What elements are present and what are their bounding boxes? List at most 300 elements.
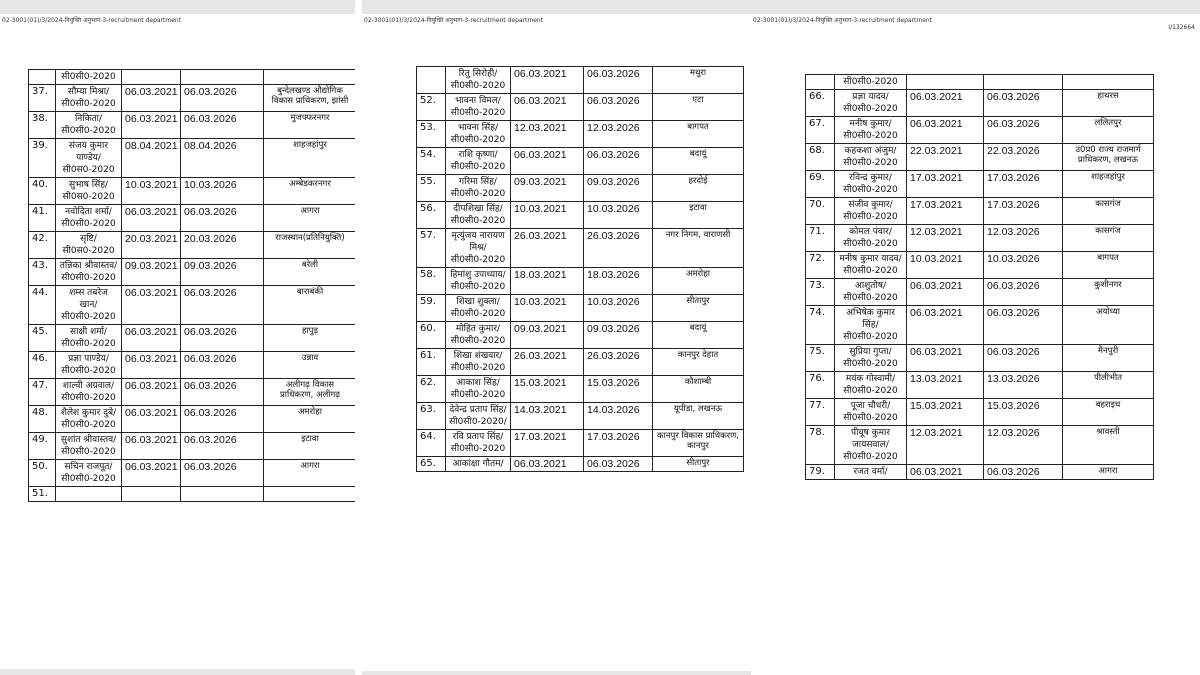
place-line: एटा [692,95,704,105]
name-line: सृष्टि/ [80,234,97,244]
table-row [29,139,356,178]
file-reference: 02-3001(01)/3/2024-नियुक्ति अनुभाग-3-recruitment department [2,17,182,24]
table-row [29,487,356,502]
probation-end-date-cell: 18.03.2026 [584,268,653,295]
table-row [29,325,356,352]
place-line: अम्बेडकरनगर [289,179,331,189]
posting-place-cell [653,175,744,202]
name-cell [56,352,122,379]
place-line: बागपत [1097,253,1119,263]
document-page-1 [0,0,355,675]
serial-number-cell: 41. [29,205,56,232]
page-footer-bar [0,669,355,675]
probation-end-date-cell: 06.03.2026 [584,457,653,472]
name-cell [56,85,122,112]
place-line: कानपुर विकास प्राधिकरण, [657,431,739,441]
serial-number-cell: 69. [806,171,835,198]
joining-date-cell [122,487,181,502]
name-line: सी0सी0-2020 [450,363,506,373]
place-line: इटावा [689,203,707,213]
table-row [29,112,356,139]
name-line: संजीव कुमार/ [848,200,893,210]
table-row [417,349,744,376]
posting-place-cell [264,85,356,112]
name-line: सी0सी0-2020 [450,216,506,226]
name-line: सी0सी0-2020 [61,447,116,457]
name-line: सुशांत श्रीवास्तव/ [60,435,117,445]
name-line: सी0सी0-2020 [843,104,898,114]
serial-number-cell: 58. [417,268,446,295]
name-cell [446,295,511,322]
name-line: सी0सी0-2020 [843,332,898,342]
probation-end-date-cell: 17.03.2026 [584,430,653,457]
posting-place-cell [264,259,356,286]
serial-number-cell: 54. [417,148,446,175]
name-line: सी0सी0-2020 [843,266,898,276]
name-line: तन्निका श्रीवास्तव/ [59,261,118,271]
name-line: सी0सी0-2020 [450,108,506,118]
probation-end-date-cell: 08.04.2026 [181,139,264,178]
posting-place-cell [653,67,744,94]
name-cell [56,487,122,502]
serial-number-cell: 55. [417,175,446,202]
joining-date-cell: 06.03.2021 [122,325,181,352]
probation-end-date-cell: 06.03.2026 [984,117,1063,144]
name-line: भावना सिंह/ [457,123,499,133]
joining-date-cell: 06.03.2021 [122,85,181,112]
name-line: आशुतोष/ [854,281,886,291]
probation-end-date-cell: 15.03.2026 [584,376,653,403]
name-line: सी0सी0-2020 [843,185,898,195]
joining-date-cell: 26.03.2021 [511,349,584,376]
table-row [417,295,744,322]
name-cell [446,148,511,175]
joining-date-cell: 20.03.2021 [122,232,181,259]
name-cell [835,75,907,90]
name-cell [56,70,122,85]
place-line: बहराइच [1095,400,1121,410]
place-line: हाथरस [1097,91,1119,101]
posting-place-cell [264,487,356,502]
posting-place-cell [1063,225,1154,252]
place-line: विकास प्राधिकरण, झांसी [271,96,349,106]
joining-date-cell: 06.03.2021 [511,94,584,121]
serial-number-cell: 57. [417,229,446,268]
place-line: अमरोहा [298,407,322,417]
joining-date-cell: 06.03.2021 [907,279,984,306]
joining-date-cell: 09.03.2021 [122,259,181,286]
place-line: अमरोहा [686,269,710,279]
serial-number-cell: 59. [417,295,446,322]
serial-number-cell: 61. [417,349,446,376]
name-cell [835,90,907,117]
table-row [29,178,356,205]
joining-date-cell: 17.03.2021 [907,198,984,225]
serial-number-cell: 77. [806,399,835,426]
posting-place-cell [1063,279,1154,306]
probation-end-date-cell: 06.03.2026 [984,90,1063,117]
table-row [417,121,744,148]
posting-place-cell [653,430,744,457]
posting-place-cell [653,457,744,472]
appointment-table [28,69,355,502]
serial-number-cell: 53. [417,121,446,148]
posting-place-cell [264,406,356,433]
name-cell [56,433,122,460]
probation-end-date-cell: 20.03.2026 [181,232,264,259]
table-body [806,75,1154,480]
name-line: हिमांशु उपाध्याय/ [450,270,506,280]
name-line: साक्षी शर्मा/ [70,327,107,337]
table-row [806,198,1154,225]
name-line: सुभाष सिंह/ [68,180,109,190]
posting-place-cell [653,295,744,322]
table-row [806,345,1154,372]
place-line: अलीगढ़ विकास [285,380,335,390]
table-row [806,279,1154,306]
name-line: आकांक्षा गौतम/ [452,459,504,469]
posting-place-cell [1063,465,1154,480]
joining-date-cell: 08.04.2021 [122,139,181,178]
page-number: I/132664 [1168,24,1195,31]
name-line: शिखा शंखवार/ [453,351,503,361]
name-line: मृत्युंजय नारायण [451,231,505,241]
name-line: सचिन राजपूत/ [64,462,113,472]
serial-number-cell: 40. [29,178,56,205]
table-row [29,232,356,259]
joining-date-cell: 06.03.2021 [907,90,984,117]
place-line: बदायूं [689,149,707,159]
probation-end-date-cell: 06.03.2026 [181,205,264,232]
table-row [417,94,744,121]
serial-number-cell: 49. [29,433,56,460]
file-reference: 02-3001(01)/3/2024-नियुक्ति अनुभाग-3-recruitment department [753,17,933,24]
table-row [806,306,1154,345]
place-line: कौशाम्बी [684,377,712,387]
serial-number-cell: 47. [29,379,56,406]
table-row [417,430,744,457]
name-line: सी0सी0-2020/ [449,417,507,427]
document-page-3 [751,0,1200,675]
joining-date-cell: 17.03.2021 [907,171,984,198]
probation-end-date-cell [181,487,264,502]
posting-place-cell [653,94,744,121]
joining-date-cell: 06.03.2021 [907,465,984,480]
joining-date-cell: 06.03.2021 [907,306,984,345]
joining-date-cell: 09.03.2021 [511,175,584,202]
name-line: सी0सी0-2020 [61,273,116,283]
name-line: सी0सी0-2020 [450,135,506,145]
serial-number-cell: 71. [806,225,835,252]
place-line: आगरा [300,461,320,471]
name-cell [835,399,907,426]
joining-date-cell: 06.03.2021 [122,433,181,460]
name-line: सी0सी0-2020 [843,158,898,168]
serial-number-cell: 64. [417,430,446,457]
name-cell [446,457,511,472]
joining-date-cell: 10.03.2021 [511,202,584,229]
name-cell [446,268,511,295]
posting-place-cell [264,460,356,487]
probation-end-date-cell: 06.03.2026 [984,465,1063,480]
probation-end-date-cell: 09.03.2026 [584,322,653,349]
name-line: नवोदिता शर्मा/ [65,207,112,217]
serial-number-cell: 39. [29,139,56,178]
table-row [417,268,744,295]
serial-number-cell: 72. [806,252,835,279]
probation-end-date-cell [181,70,264,85]
name-line: सी0सी0-2020 [843,359,898,369]
table-row [29,205,356,232]
name-line: सिंह/ [862,320,879,330]
serial-number-cell: 78. [806,426,835,465]
name-cell [446,322,511,349]
posting-place-cell [1063,90,1154,117]
place-line: हरदोई [688,176,708,186]
name-line: शाल्वी अग्रवाल/ [62,381,115,391]
probation-end-date-cell: 06.03.2026 [181,379,264,406]
posting-place-cell [264,232,356,259]
serial-number-cell: 56. [417,202,446,229]
serial-number-cell: 73. [806,279,835,306]
joining-date-cell: 06.03.2021 [122,112,181,139]
probation-end-date-cell: 10.03.2026 [181,178,264,205]
name-line: सी0सी0-2020 [450,282,506,292]
joining-date-cell: 12.03.2021 [907,225,984,252]
name-line: देवेन्द्र प्रताप सिंह/ [449,405,507,415]
probation-end-date-cell: 10.03.2026 [584,202,653,229]
probation-end-date-cell: 06.03.2026 [181,352,264,379]
probation-end-date-cell: 17.03.2026 [984,198,1063,225]
probation-end-date-cell: 06.03.2026 [984,279,1063,306]
name-line: सी0स0-2020 [62,165,115,175]
posting-place-cell [653,349,744,376]
name-line: सी0सी0-2020 [61,420,116,430]
table-row [417,202,744,229]
name-line: कहकशा अंजुम/ [844,146,897,156]
appointment-table [416,66,744,472]
name-line: सी0सी0-2020 [843,386,898,396]
serial-number-cell: 60. [417,322,446,349]
serial-number-cell: 52. [417,94,446,121]
name-line: सी0सी0-2020 [450,309,506,319]
place-line: पीलीभीत [1093,373,1123,383]
name-cell [446,67,511,94]
posting-place-cell [653,322,744,349]
name-line: सी0सी0-2020 [61,99,116,109]
joining-date-cell: 10.03.2021 [511,295,584,322]
place-line: नगर निगम, वाराणसी [665,230,731,240]
serial-number-cell: 75. [806,345,835,372]
probation-end-date-cell: 06.03.2026 [181,112,264,139]
posting-place-cell [1063,75,1154,90]
posting-place-cell [1063,372,1154,399]
posting-place-cell [653,268,744,295]
name-cell [56,112,122,139]
table-row [806,171,1154,198]
table-row [29,286,356,325]
probation-end-date-cell: 26.03.2026 [584,229,653,268]
probation-end-date-cell: 06.03.2026 [584,148,653,175]
place-line: शाहजहांपुर [293,140,327,150]
joining-date-cell: 06.03.2021 [511,67,584,94]
table-row [806,90,1154,117]
place-line: बदायूं [689,323,707,333]
place-line: मैनपुरी [1097,346,1119,356]
name-line: सौम्या मिश्रा/ [67,87,110,97]
joining-date-cell [907,75,984,90]
name-line: मिश्र/ [469,243,487,253]
probation-end-date-cell: 14.03.2026 [584,403,653,430]
name-cell [446,349,511,376]
place-line: सीतापुर [686,458,710,468]
name-cell [56,232,122,259]
place-line: कासगंज [1095,226,1121,236]
joining-date-cell [122,70,181,85]
place-line: आगरा [300,206,320,216]
name-line: दीपशिखा सिंह/ [453,204,503,214]
table-row [417,457,744,472]
serial-number-cell: 51. [29,487,56,502]
table-row [806,117,1154,144]
probation-end-date-cell: 10.03.2026 [984,252,1063,279]
name-line: रजत वर्मा/ [853,467,888,477]
table-row [29,406,356,433]
name-line: सी0सी0-2020 [61,393,116,403]
probation-end-date-cell: 06.03.2026 [181,433,264,460]
name-line: सी0सी0-2020 [843,452,898,462]
probation-end-date-cell: 22.03.2026 [984,144,1063,171]
name-line: सी0सी0-2020 [450,444,506,454]
name-line: रवि प्रताप सिंह/ [452,432,504,442]
place-line: आगरा [1098,466,1118,476]
probation-end-date-cell: 10.03.2026 [584,295,653,322]
table-row [417,148,744,175]
serial-number-cell: 70. [806,198,835,225]
serial-number-cell: 76. [806,372,835,399]
place-line: बरेली [301,260,319,270]
table-row [417,376,744,403]
name-line: सी0स0-2020 [62,192,115,202]
name-line: निकिता/ [74,114,103,124]
file-reference: 02-3001(01)/3/2024-नियुक्ति अनुभाग-3-recruitment department [364,17,544,24]
serial-number-cell: 65. [417,457,446,472]
serial-number-cell: 38. [29,112,56,139]
name-line: सुप्रिया गुप्ता/ [849,347,892,357]
name-line: भावना विमल/ [455,96,501,106]
probation-end-date-cell: 06.03.2026 [181,325,264,352]
document-page-2 [362,0,752,675]
probation-end-date-cell: 12.03.2026 [984,426,1063,465]
place-line: हापुड़ [301,326,319,336]
name-cell [446,376,511,403]
serial-number-cell: 45. [29,325,56,352]
table-row [806,426,1154,465]
place-line: बाराबंकी [296,287,324,297]
probation-end-date-cell: 06.03.2026 [181,406,264,433]
probation-end-date-cell: 06.03.2026 [984,345,1063,372]
table-body [29,70,356,502]
table-row-continued [806,75,1154,90]
posting-place-cell [1063,171,1154,198]
joining-date-cell: 10.03.2021 [122,178,181,205]
place-line: श्रावस्ती [1096,427,1120,437]
place-line: राजस्थान(प्रतिनियुक्ति) [275,233,345,243]
serial-number-cell: 68. [806,144,835,171]
table-row [806,252,1154,279]
table-row [806,399,1154,426]
place-line: बुन्देलखण्ड औद्योगिक [277,86,343,96]
joining-date-cell: 12.03.2021 [511,121,584,148]
table-row-continued [29,70,356,85]
name-cell [835,117,907,144]
joining-date-cell: 17.03.2021 [511,430,584,457]
joining-date-cell: 22.03.2021 [907,144,984,171]
name-cell [446,403,511,430]
name-line: सी0सी0-2020 [843,212,898,222]
posting-place-cell [1063,306,1154,345]
serial-number-cell: 44. [29,286,56,325]
name-line: सी0सी0-2020 [450,189,506,199]
name-line: प्रज्ञा पाण्डेय/ [68,354,109,364]
place-line: इटावा [301,434,319,444]
probation-end-date-cell: 13.03.2026 [984,372,1063,399]
place-line: बागपत [687,122,709,132]
table-row [29,460,356,487]
place-line: मुजफ्फरनगर [290,113,330,123]
name-cell [835,171,907,198]
table-row [806,465,1154,480]
place-line: कानपुर [687,441,709,451]
name-cell [835,426,907,465]
name-line: गरिमा सिंह/ [459,177,497,187]
name-line: रविन्द्र कुमार/ [849,173,892,183]
serial-number-cell: 48. [29,406,56,433]
name-cell [56,178,122,205]
joining-date-cell: 06.03.2021 [511,148,584,175]
posting-place-cell [653,403,744,430]
table-row [417,322,744,349]
serial-number-cell: 46. [29,352,56,379]
probation-end-date-cell: 06.03.2026 [181,286,264,325]
name-line: सी0स0-2020 [62,246,115,256]
posting-place-cell [264,205,356,232]
table-row [29,85,356,112]
name-line: संजय कुमार [68,141,109,151]
place-line: कासगंज [1095,199,1121,209]
name-cell [446,94,511,121]
joining-date-cell: 15.03.2021 [907,399,984,426]
name-cell [835,225,907,252]
place-line: शाहजहांपुर [1091,172,1125,182]
name-line: सी0सी0-2020 [450,162,506,172]
name-line: सी0सी0-2020 [450,81,506,91]
posting-place-cell [1063,252,1154,279]
joining-date-cell: 06.03.2021 [122,205,181,232]
serial-number-cell [417,67,446,94]
name-line: सी0सी0-2020 [61,366,116,376]
name-line: अभिषेक कुमार [846,308,895,318]
name-line: राशि कृष्णा/ [458,150,498,160]
place-line: यूपीडा, लखनऊ [673,404,723,414]
posting-place-cell [264,433,356,460]
posting-place-cell [1063,117,1154,144]
name-cell [835,252,907,279]
name-line: मनीष कुमार/ [849,119,892,129]
joining-date-cell: 12.03.2021 [907,426,984,465]
name-cell [56,205,122,232]
place-line: अयोध्या [1096,307,1120,317]
